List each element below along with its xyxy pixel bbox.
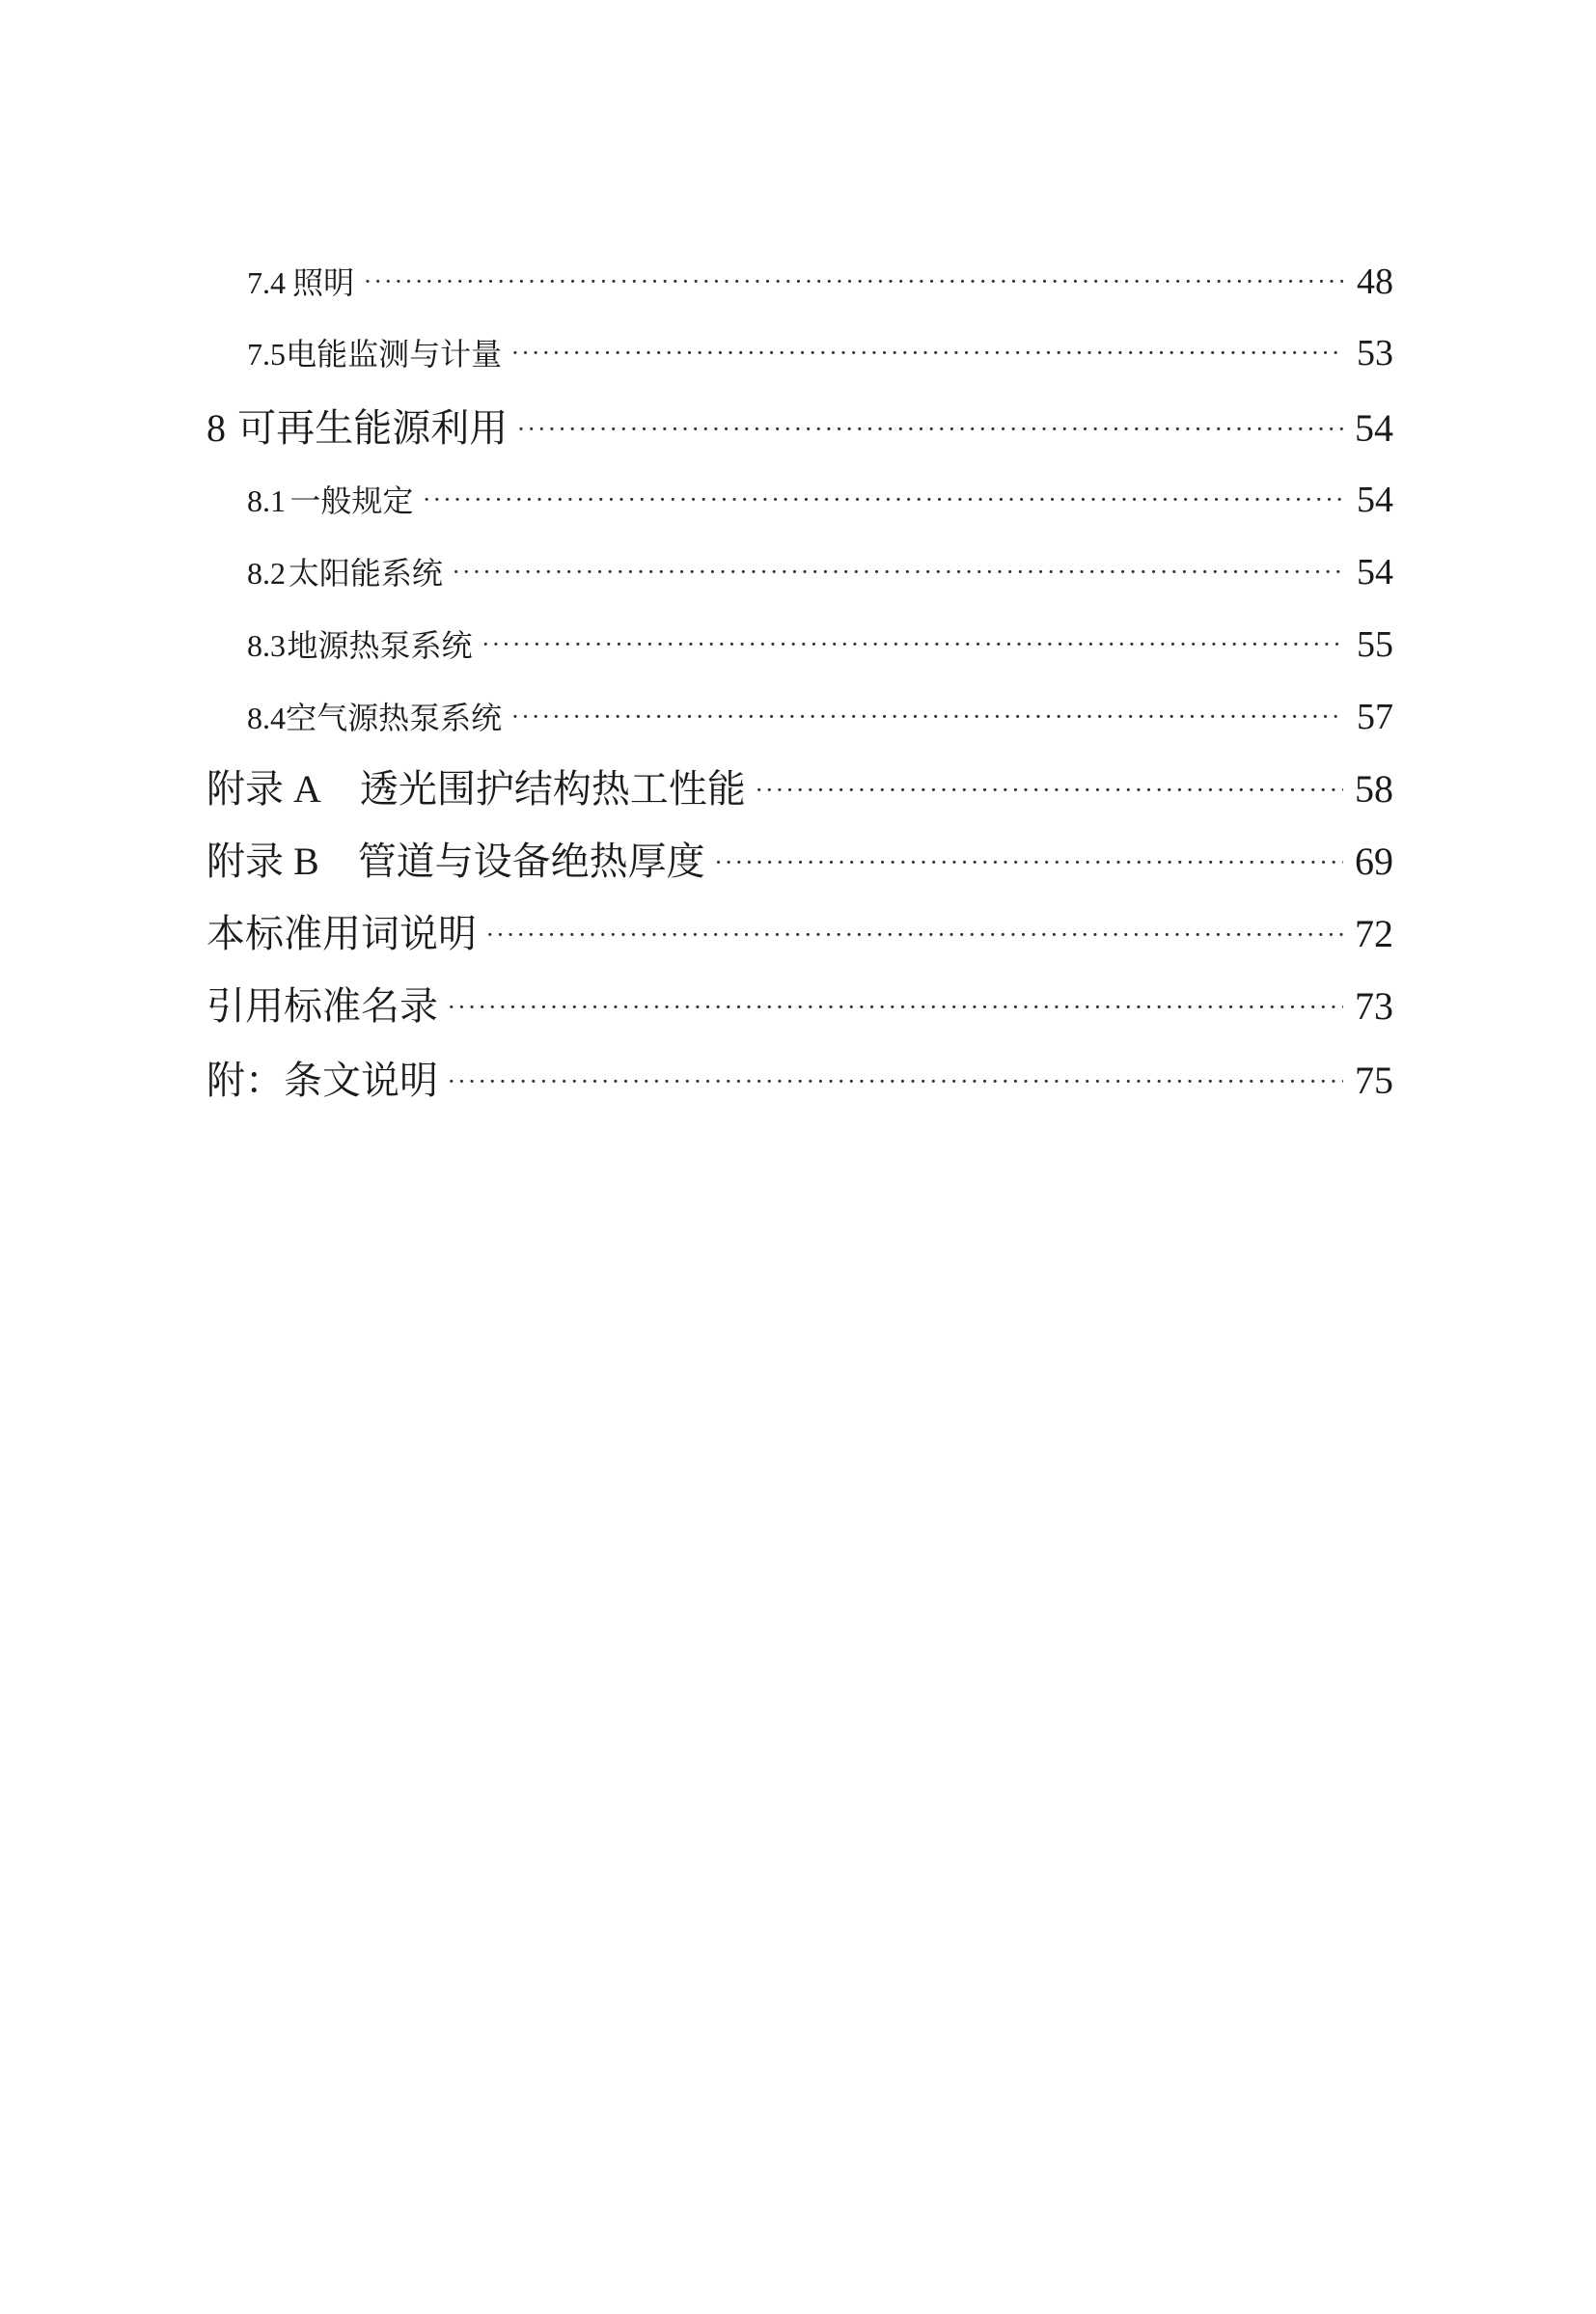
toc-entry-page: 75	[1355, 1059, 1393, 1102]
toc-entry-8-2[interactable]	[206, 549, 1393, 597]
toc-entry-page: 73	[1355, 984, 1393, 1028]
toc-entry-page: 72	[1355, 912, 1393, 955]
appendix-label: 附录 B	[206, 840, 319, 883]
toc-entry-title: 附：条文说明	[206, 1059, 438, 1103]
toc-entry-title	[206, 758, 750, 813]
toc-entry-usage-notes[interactable]	[206, 903, 1393, 961]
dot-leader	[511, 340, 1343, 367]
dot-leader	[364, 268, 1343, 295]
dot-leader	[756, 777, 1343, 804]
toc-entry-page: 54	[1357, 480, 1393, 520]
toc-entry-title: 可再生能源利用	[237, 406, 509, 451]
toc-entry-clause-explanation[interactable]	[206, 1050, 1393, 1108]
toc-entry-number: 8.3	[247, 628, 286, 663]
toc-entry-8[interactable]	[206, 398, 1393, 455]
toc-entry-appendix-b[interactable]	[206, 831, 1393, 889]
toc-entry-title: 太阳能系统	[288, 555, 443, 592]
toc-entry-number: 7.5	[247, 337, 286, 372]
appendix-title: 管道与设备绝热厚度	[357, 840, 705, 884]
toc-entry-number: 8.2	[247, 556, 286, 591]
toc-entry-title: 一般规定	[289, 482, 414, 519]
toc-entry-number: 8	[206, 406, 226, 450]
toc-entry-8-3[interactable]	[206, 621, 1393, 670]
dot-leader	[448, 1068, 1343, 1095]
toc-entry-page: 54	[1357, 552, 1393, 592]
toc-entry-title	[206, 831, 709, 886]
dot-leader	[482, 631, 1344, 658]
dot-leader	[511, 703, 1343, 730]
toc-entry-title: 本标准用词说明	[206, 912, 477, 956]
toc-entry-appendix-a[interactable]	[206, 758, 1393, 816]
dot-leader	[486, 922, 1343, 949]
dot-leader	[517, 416, 1343, 443]
toc-entry-page: 69	[1355, 840, 1393, 883]
toc-entry-title: 空气源热泵系统	[286, 700, 503, 736]
toc-entry-number: 7.4	[247, 265, 286, 300]
appendix-label: 附录 A	[206, 767, 321, 811]
toc-entry-7-5[interactable]	[206, 330, 1393, 378]
toc-entry-title: 地源热泵系统	[287, 627, 473, 664]
toc-entry-page: 54	[1355, 406, 1393, 450]
toc-entry-7-4[interactable]	[206, 259, 1393, 307]
toc-entry-page: 48	[1357, 262, 1393, 302]
appendix-title: 透光围护结构热工性能	[359, 767, 746, 812]
dot-leader	[448, 994, 1343, 1021]
toc-entry-page: 53	[1357, 333, 1393, 373]
toc-entry-number: 8.1	[247, 483, 286, 518]
toc-entry-number: 8.4	[247, 701, 286, 735]
toc-entry-8-4[interactable]	[206, 694, 1393, 742]
toc-entry-page: 55	[1357, 624, 1393, 665]
toc-entry-cited-standards[interactable]	[206, 976, 1393, 1033]
toc-entry-page: 57	[1357, 697, 1393, 737]
toc-entry-title: 照明	[292, 264, 355, 301]
dot-leader	[453, 559, 1343, 586]
toc-entry-8-1[interactable]	[206, 477, 1393, 525]
toc-entry-page: 58	[1355, 767, 1393, 811]
dot-leader	[423, 486, 1343, 513]
dot-leader	[715, 849, 1343, 876]
toc-entry-title: 电能监测与计量	[286, 336, 503, 372]
toc-entry-title: 引用标准名录	[206, 984, 438, 1029]
